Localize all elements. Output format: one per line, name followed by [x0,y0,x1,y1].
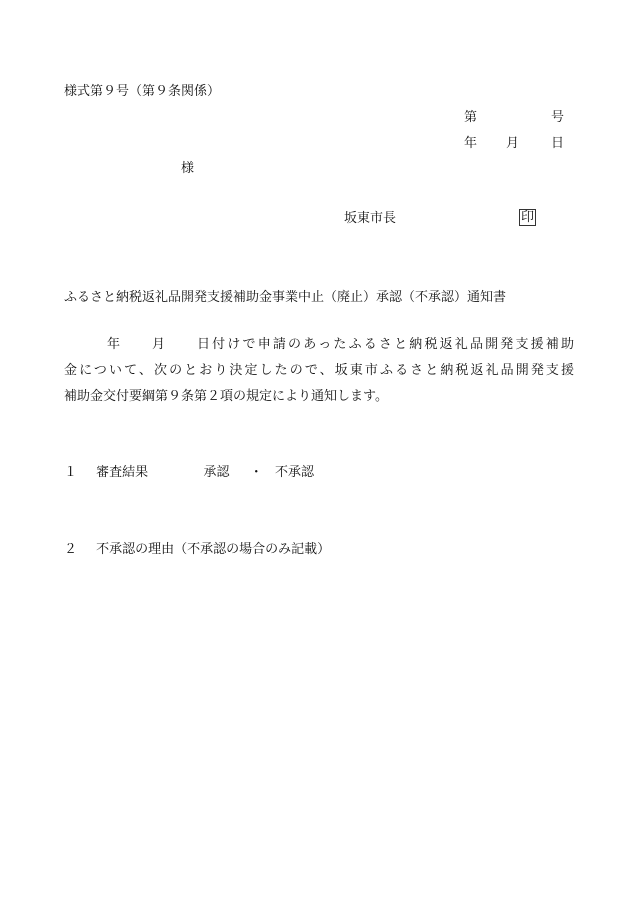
item-label: 不承認の理由（不承認の場合のみ記載） [96,542,331,557]
body-year: 年 [107,337,121,352]
document-title: ふるさと納税返礼品開発支援補助金事業中止（廃止）承認（不承認）通知書 [64,290,507,305]
date-year: 年 [464,136,478,151]
reference-dai: 第 [464,110,478,125]
reference-go: 号 [550,110,564,125]
seal-mark: 印 [521,210,535,225]
item-number: １ [64,465,78,480]
body-month: 月 [152,337,166,352]
body-line-2: 金について、次のとおり決定したので、坂東市ふるさと納税返礼品開発支援 [64,363,574,378]
date-day: 日 [550,136,564,151]
item-disapproval-reason [64,543,330,556]
separator-dot: ・ [249,465,263,480]
reference-number [464,111,564,124]
date-month: 月 [506,136,520,151]
item-review-result [64,466,314,479]
form-number: 様式第９号（第９条関係） [64,84,221,99]
disapprove-option: 不承認 [275,465,315,480]
body-line-3: 補助金交付要綱第９条第２項の規定により通知します。 [64,389,388,404]
issue-date [464,137,564,150]
approve-option: 承認 [203,465,230,480]
body-line1-rest: 日付けで申請のあったふるさと納税返礼品開発支援補助 [197,337,574,352]
item-number: ２ [64,542,78,557]
addressee-sama: 様 [181,161,195,176]
issuer-name: 坂東市長 [344,211,397,226]
issuer-seal [519,209,536,226]
item-label: 審査結果 [96,465,149,480]
